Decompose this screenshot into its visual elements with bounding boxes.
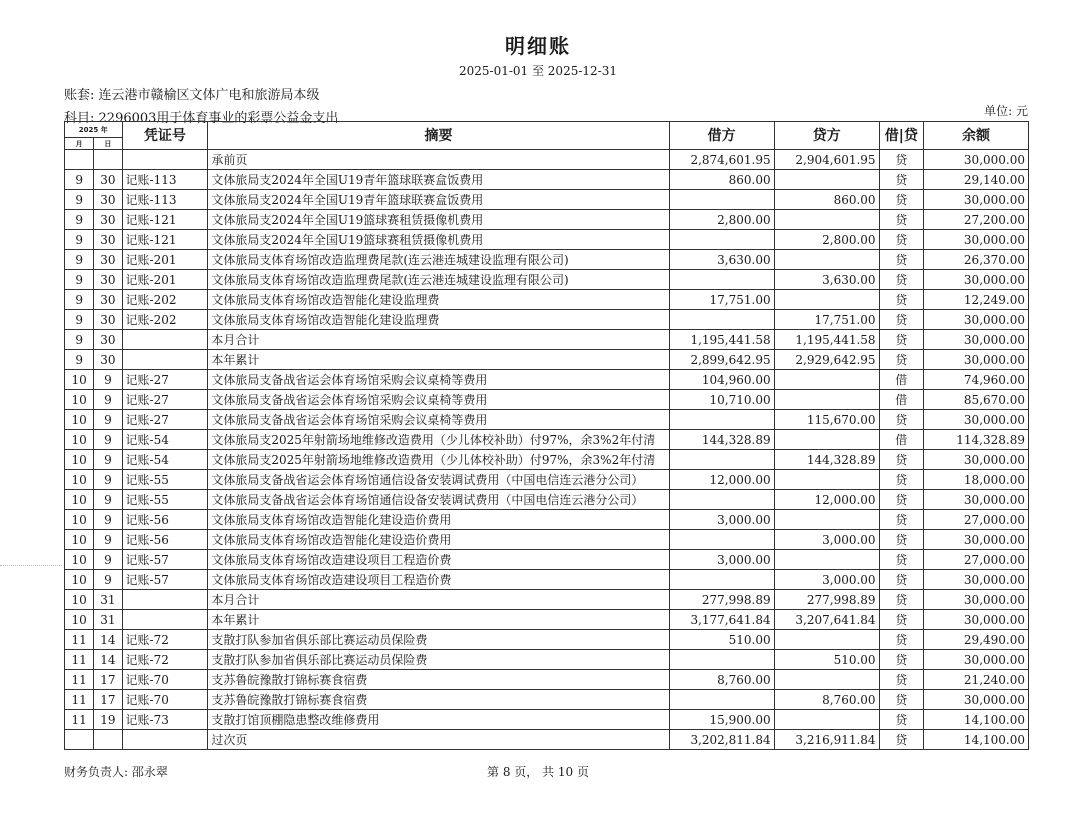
period-range: 2025-01-01 至 2025-12-31 bbox=[458, 64, 617, 78]
year-header: 2025 年 bbox=[65, 122, 123, 138]
cell-day: 9 bbox=[94, 390, 122, 410]
subject-value: 2296003用于体育事业的彩票公益金支出 bbox=[98, 111, 339, 126]
cell-direction: 贷 bbox=[879, 270, 923, 290]
cell-credit: 2,800.00 bbox=[774, 230, 879, 250]
cell-day: 9 bbox=[94, 550, 122, 570]
cell-direction: 贷 bbox=[879, 650, 923, 670]
cell-debit: 144,328.89 bbox=[669, 430, 774, 450]
table-row bbox=[65, 190, 1029, 210]
cell-direction: 贷 bbox=[879, 230, 923, 250]
cell-balance: 30,000.00 bbox=[923, 570, 1028, 590]
cell-day: 30 bbox=[94, 250, 122, 270]
balance-header: 余额 bbox=[923, 122, 1028, 150]
cell-credit bbox=[774, 290, 879, 310]
cell-debit bbox=[669, 490, 774, 510]
cell-debit bbox=[669, 450, 774, 470]
cell-month: 10 bbox=[65, 370, 94, 390]
cell-summary: 文体旅局支体育场馆改造监理费尾款(连云港连城建设监理有限公司) bbox=[208, 270, 669, 290]
cell-credit bbox=[774, 710, 879, 730]
cell-day: 17 bbox=[94, 670, 122, 690]
cell-day: 9 bbox=[94, 450, 122, 470]
cell-credit bbox=[774, 510, 879, 530]
cell-direction: 贷 bbox=[879, 170, 923, 190]
cell-month: 9 bbox=[65, 210, 94, 230]
cell-credit: 1,195,441.58 bbox=[774, 330, 879, 350]
cell-direction: 贷 bbox=[879, 250, 923, 270]
cell-balance: 114,328.89 bbox=[923, 430, 1028, 450]
cell-balance: 85,670.00 bbox=[923, 390, 1028, 410]
cell-debit: 15,900.00 bbox=[669, 710, 774, 730]
cell-balance: 21,240.00 bbox=[923, 670, 1028, 690]
cell-voucher: 记账-113 bbox=[122, 170, 208, 190]
table-row bbox=[65, 670, 1029, 690]
table-row bbox=[65, 270, 1029, 290]
cell-balance: 30,000.00 bbox=[923, 270, 1028, 290]
cell-debit: 104,960.00 bbox=[669, 370, 774, 390]
cell-day: 19 bbox=[94, 710, 122, 730]
cell-voucher: 记账-72 bbox=[122, 630, 208, 650]
cell-direction: 贷 bbox=[879, 310, 923, 330]
cell-voucher: 记账-202 bbox=[122, 310, 208, 330]
cell-month: 9 bbox=[65, 270, 94, 290]
cell-direction: 贷 bbox=[879, 470, 923, 490]
cell-credit: 8,760.00 bbox=[774, 690, 879, 710]
cell-month: 11 bbox=[65, 670, 94, 690]
cell-day bbox=[94, 150, 122, 170]
cell-credit bbox=[774, 470, 879, 490]
cell-voucher: 记账-56 bbox=[122, 530, 208, 550]
cell-credit bbox=[774, 630, 879, 650]
cell-balance: 18,000.00 bbox=[923, 470, 1028, 490]
table-row bbox=[65, 290, 1029, 310]
table-row bbox=[65, 230, 1029, 250]
cell-credit: 144,328.89 bbox=[774, 450, 879, 470]
cell-month: 10 bbox=[65, 450, 94, 470]
cell-voucher: 记账-57 bbox=[122, 550, 208, 570]
cell-summary: 文体旅局支备战省运会体育场馆通信设备安装调试费用（中国电信连云港分公司） bbox=[208, 490, 669, 510]
cell-credit bbox=[774, 670, 879, 690]
cell-credit bbox=[774, 430, 879, 450]
cell-balance: 30,000.00 bbox=[923, 690, 1028, 710]
cell-credit: 115,670.00 bbox=[774, 410, 879, 430]
cell-debit bbox=[669, 570, 774, 590]
subject-label: 科目: bbox=[64, 111, 95, 126]
cell-summary: 文体旅局支备战省运会体育场馆采购会议桌椅等费用 bbox=[208, 410, 669, 430]
page-title: 明细账 bbox=[505, 34, 571, 58]
cell-direction: 贷 bbox=[879, 590, 923, 610]
cell-debit: 1,195,441.58 bbox=[669, 330, 774, 350]
cell-credit: 12,000.00 bbox=[774, 490, 879, 510]
cell-direction: 借 bbox=[879, 370, 923, 390]
cell-debit bbox=[669, 270, 774, 290]
table-row bbox=[65, 650, 1029, 670]
cell-summary: 文体旅局支体育场馆改造智能化建设造价费用 bbox=[208, 530, 669, 550]
cell-summary: 文体旅局支2024年全国U19青年篮球联赛盒饭费用 bbox=[208, 190, 669, 210]
cell-month: 9 bbox=[65, 170, 94, 190]
cell-direction: 贷 bbox=[879, 190, 923, 210]
cell-credit: 510.00 bbox=[774, 650, 879, 670]
cell-direction: 贷 bbox=[879, 210, 923, 230]
cell-debit bbox=[669, 650, 774, 670]
cell-summary: 文体旅局支体育场馆改造智能化建设监理费 bbox=[208, 290, 669, 310]
cell-voucher: 记账-56 bbox=[122, 510, 208, 530]
cell-balance: 30,000.00 bbox=[923, 650, 1028, 670]
cell-direction: 贷 bbox=[879, 570, 923, 590]
cell-balance: 30,000.00 bbox=[923, 230, 1028, 250]
cell-voucher: 记账-201 bbox=[122, 250, 208, 270]
cell-month: 9 bbox=[65, 230, 94, 250]
cell-summary: 文体旅局支体育场馆改造建设项目工程造价费 bbox=[208, 550, 669, 570]
cell-day: 17 bbox=[94, 690, 122, 710]
cell-direction: 贷 bbox=[879, 510, 923, 530]
cell-direction: 贷 bbox=[879, 350, 923, 370]
table-row bbox=[65, 490, 1029, 510]
cell-voucher: 记账-201 bbox=[122, 270, 208, 290]
cell-direction: 贷 bbox=[879, 290, 923, 310]
cell-direction: 贷 bbox=[879, 530, 923, 550]
cell-balance: 30,000.00 bbox=[923, 450, 1028, 470]
cell-balance: 26,370.00 bbox=[923, 250, 1028, 270]
cell-day: 9 bbox=[94, 510, 122, 530]
cell-month: 11 bbox=[65, 710, 94, 730]
cell-month: 10 bbox=[65, 430, 94, 450]
cell-summary: 文体旅局支体育场馆改造智能化建设监理费 bbox=[208, 310, 669, 330]
table-row bbox=[65, 170, 1029, 190]
cell-summary: 支散打队参加省俱乐部比赛运动员保险费 bbox=[208, 650, 669, 670]
cell-debit bbox=[669, 230, 774, 250]
account-label: 账套: bbox=[64, 88, 95, 103]
cell-voucher: 记账-54 bbox=[122, 450, 208, 470]
credit-header: 贷方 bbox=[774, 122, 879, 150]
ledger-table bbox=[64, 121, 1029, 750]
cell-summary: 文体旅局支2025年射箭场地维修改造费用（少儿体校补助）付97%，余3%2年付清 bbox=[208, 430, 669, 450]
cell-debit: 3,202,811.84 bbox=[669, 730, 774, 750]
cell-summary: 文体旅局支体育场馆改造建设项目工程造价费 bbox=[208, 570, 669, 590]
cell-credit: 3,630.00 bbox=[774, 270, 879, 290]
cell-voucher: 记账-27 bbox=[122, 370, 208, 390]
cell-summary: 承前页 bbox=[208, 150, 669, 170]
cell-debit bbox=[669, 690, 774, 710]
manager-name: 邵永翠 bbox=[131, 765, 168, 779]
cell-balance: 30,000.00 bbox=[923, 330, 1028, 350]
cell-balance: 30,000.00 bbox=[923, 490, 1028, 510]
cell-balance: 30,000.00 bbox=[923, 530, 1028, 550]
cell-summary: 支散打队参加省俱乐部比赛运动员保险费 bbox=[208, 630, 669, 650]
table-row bbox=[65, 550, 1029, 570]
cell-day: 31 bbox=[94, 590, 122, 610]
cell-day: 14 bbox=[94, 630, 122, 650]
table-row bbox=[65, 690, 1029, 710]
cell-balance: 30,000.00 bbox=[923, 350, 1028, 370]
cell-balance: 30,000.00 bbox=[923, 610, 1028, 630]
cell-debit bbox=[669, 310, 774, 330]
table-row bbox=[65, 570, 1029, 590]
cell-balance: 14,100.00 bbox=[923, 710, 1028, 730]
cell-debit: 8,760.00 bbox=[669, 670, 774, 690]
cell-month: 9 bbox=[65, 330, 94, 350]
cell-day: 9 bbox=[94, 570, 122, 590]
cell-month: 11 bbox=[65, 650, 94, 670]
cell-month bbox=[65, 730, 94, 750]
cell-month: 10 bbox=[65, 410, 94, 430]
cell-debit bbox=[669, 410, 774, 430]
cell-voucher: 记账-70 bbox=[122, 690, 208, 710]
cell-debit bbox=[669, 190, 774, 210]
cell-day: 9 bbox=[94, 430, 122, 450]
cell-month: 10 bbox=[65, 570, 94, 590]
cell-direction: 借 bbox=[879, 390, 923, 410]
cell-voucher bbox=[122, 150, 208, 170]
cell-day: 14 bbox=[94, 650, 122, 670]
table-row bbox=[65, 330, 1029, 350]
cell-summary: 文体旅局支体育场馆改造监理费尾款(连云港连城建设监理有限公司) bbox=[208, 250, 669, 270]
cell-debit: 277,998.89 bbox=[669, 590, 774, 610]
voucher-header: 凭证号 bbox=[122, 122, 208, 150]
cell-debit: 2,899,642.95 bbox=[669, 350, 774, 370]
table-row bbox=[65, 310, 1029, 330]
cell-balance: 27,200.00 bbox=[923, 210, 1028, 230]
cell-summary: 文体旅局支备战省运会体育场馆采购会议桌椅等费用 bbox=[208, 370, 669, 390]
cell-balance: 30,000.00 bbox=[923, 410, 1028, 430]
table-row bbox=[65, 350, 1029, 370]
table-row bbox=[65, 610, 1029, 630]
cell-credit bbox=[774, 250, 879, 270]
cell-debit bbox=[669, 530, 774, 550]
cell-debit: 3,630.00 bbox=[669, 250, 774, 270]
scan-artifact bbox=[0, 565, 62, 566]
cell-voucher bbox=[122, 590, 208, 610]
cell-day: 9 bbox=[94, 410, 122, 430]
cell-direction: 贷 bbox=[879, 450, 923, 470]
cell-month: 10 bbox=[65, 610, 94, 630]
account-value: 连云港市赣榆区文体广电和旅游局本级 bbox=[98, 88, 320, 103]
cell-voucher bbox=[122, 610, 208, 630]
cell-voucher: 记账-121 bbox=[122, 230, 208, 250]
cell-month: 11 bbox=[65, 630, 94, 650]
table-row bbox=[65, 430, 1029, 450]
cell-direction: 贷 bbox=[879, 490, 923, 510]
cell-summary: 文体旅局支体育场馆改造智能化建设造价费用 bbox=[208, 510, 669, 530]
cell-credit bbox=[774, 550, 879, 570]
cell-balance: 30,000.00 bbox=[923, 310, 1028, 330]
cell-month: 10 bbox=[65, 470, 94, 490]
cell-voucher bbox=[122, 730, 208, 750]
cell-day: 30 bbox=[94, 310, 122, 330]
cell-day: 30 bbox=[94, 170, 122, 190]
cell-direction: 贷 bbox=[879, 610, 923, 630]
cell-summary: 本月合计 bbox=[208, 330, 669, 350]
cell-day: 9 bbox=[94, 530, 122, 550]
table-row bbox=[65, 410, 1029, 430]
cell-month: 9 bbox=[65, 250, 94, 270]
cell-credit: 860.00 bbox=[774, 190, 879, 210]
cell-credit: 2,904,601.95 bbox=[774, 150, 879, 170]
cell-credit: 3,216,911.84 bbox=[774, 730, 879, 750]
cell-month bbox=[65, 150, 94, 170]
table-row bbox=[65, 150, 1029, 170]
cell-day: 30 bbox=[94, 350, 122, 370]
cell-balance: 14,100.00 bbox=[923, 730, 1028, 750]
table-row bbox=[65, 590, 1029, 610]
cell-direction: 贷 bbox=[879, 410, 923, 430]
cell-month: 9 bbox=[65, 350, 94, 370]
cell-balance: 30,000.00 bbox=[923, 190, 1028, 210]
cell-balance: 29,490.00 bbox=[923, 630, 1028, 650]
cell-day: 31 bbox=[94, 610, 122, 630]
cell-credit bbox=[774, 370, 879, 390]
cell-month: 10 bbox=[65, 490, 94, 510]
cell-debit: 12,000.00 bbox=[669, 470, 774, 490]
cell-direction: 贷 bbox=[879, 550, 923, 570]
table-row bbox=[65, 390, 1029, 410]
cell-voucher: 记账-202 bbox=[122, 290, 208, 310]
cell-debit: 10,710.00 bbox=[669, 390, 774, 410]
cell-day: 9 bbox=[94, 490, 122, 510]
cell-debit: 3,000.00 bbox=[669, 510, 774, 530]
cell-voucher: 记账-54 bbox=[122, 430, 208, 450]
cell-credit: 277,998.89 bbox=[774, 590, 879, 610]
cell-direction: 贷 bbox=[879, 670, 923, 690]
cell-day: 9 bbox=[94, 370, 122, 390]
cell-direction: 贷 bbox=[879, 330, 923, 350]
debit-header: 借方 bbox=[669, 122, 774, 150]
cell-credit bbox=[774, 170, 879, 190]
manager-label: 财务负责人: bbox=[64, 765, 129, 779]
account-line bbox=[64, 84, 320, 103]
cell-month: 10 bbox=[65, 590, 94, 610]
table-row bbox=[65, 730, 1029, 750]
cell-balance: 29,140.00 bbox=[923, 170, 1028, 190]
cell-month: 11 bbox=[65, 690, 94, 710]
month-header: 月 bbox=[65, 138, 94, 150]
cell-balance: 12,249.00 bbox=[923, 290, 1028, 310]
cell-voucher: 记账-55 bbox=[122, 470, 208, 490]
cell-day bbox=[94, 730, 122, 750]
table-row bbox=[65, 250, 1029, 270]
cell-voucher: 记账-113 bbox=[122, 190, 208, 210]
cell-summary: 文体旅局支2024年全国U19篮球赛租赁摄像机费用 bbox=[208, 210, 669, 230]
cell-voucher: 记账-27 bbox=[122, 410, 208, 430]
cell-summary: 支散打馆顶棚隐患整改维修费用 bbox=[208, 710, 669, 730]
cell-voucher: 记账-73 bbox=[122, 710, 208, 730]
cell-month: 9 bbox=[65, 190, 94, 210]
cell-voucher: 记账-27 bbox=[122, 390, 208, 410]
table-row bbox=[65, 210, 1029, 230]
cell-debit: 17,751.00 bbox=[669, 290, 774, 310]
cell-day: 30 bbox=[94, 270, 122, 290]
cell-voucher: 记账-57 bbox=[122, 570, 208, 590]
cell-month: 9 bbox=[65, 290, 94, 310]
cell-debit: 3,000.00 bbox=[669, 550, 774, 570]
ledger-body bbox=[65, 150, 1029, 750]
cell-balance: 74,960.00 bbox=[923, 370, 1028, 390]
cell-summary: 文体旅局支备战省运会体育场馆采购会议桌椅等费用 bbox=[208, 390, 669, 410]
table-row bbox=[65, 450, 1029, 470]
cell-credit: 17,751.00 bbox=[774, 310, 879, 330]
cell-voucher: 记账-55 bbox=[122, 490, 208, 510]
cell-summary: 文体旅局支备战省运会体育场馆通信设备安装调试费用（中国电信连云港分公司） bbox=[208, 470, 669, 490]
cell-direction: 贷 bbox=[879, 690, 923, 710]
cell-summary: 文体旅局支2025年射箭场地维修改造费用（少儿体校补助）付97%，余3%2年付清 bbox=[208, 450, 669, 470]
cell-credit bbox=[774, 210, 879, 230]
summary-header: 摘要 bbox=[208, 122, 669, 150]
cell-direction: 贷 bbox=[879, 150, 923, 170]
cell-summary: 支苏鲁皖豫散打锦标赛食宿费 bbox=[208, 690, 669, 710]
page-info: 第 8 页， 共 10 页 bbox=[487, 765, 589, 779]
cell-day: 30 bbox=[94, 210, 122, 230]
cell-debit: 860.00 bbox=[669, 170, 774, 190]
cell-day: 30 bbox=[94, 230, 122, 250]
cell-credit bbox=[774, 390, 879, 410]
table-row bbox=[65, 630, 1029, 650]
cell-summary: 本月合计 bbox=[208, 590, 669, 610]
cell-direction: 贷 bbox=[879, 730, 923, 750]
cell-voucher: 记账-72 bbox=[122, 650, 208, 670]
cell-summary: 文体旅局支2024年全国U19篮球赛租赁摄像机费用 bbox=[208, 230, 669, 250]
cell-month: 10 bbox=[65, 510, 94, 530]
cell-credit: 2,929,642.95 bbox=[774, 350, 879, 370]
cell-day: 30 bbox=[94, 290, 122, 310]
cell-debit: 2,874,601.95 bbox=[669, 150, 774, 170]
cell-summary: 文体旅局支2024年全国U19青年篮球联赛盒饭费用 bbox=[208, 170, 669, 190]
cell-summary: 支苏鲁皖豫散打锦标赛食宿费 bbox=[208, 670, 669, 690]
cell-month: 10 bbox=[65, 550, 94, 570]
cell-debit: 510.00 bbox=[669, 630, 774, 650]
cell-direction: 借 bbox=[879, 430, 923, 450]
cell-balance: 27,000.00 bbox=[923, 510, 1028, 530]
table-row bbox=[65, 370, 1029, 390]
cell-credit: 3,000.00 bbox=[774, 570, 879, 590]
cell-credit: 3,207,641.84 bbox=[774, 610, 879, 630]
cell-balance: 30,000.00 bbox=[923, 150, 1028, 170]
table-row bbox=[65, 470, 1029, 490]
cell-balance: 30,000.00 bbox=[923, 590, 1028, 610]
cell-day: 9 bbox=[94, 470, 122, 490]
day-header: 日 bbox=[94, 138, 122, 150]
cell-summary: 本年累计 bbox=[208, 350, 669, 370]
cell-debit: 2,800.00 bbox=[669, 210, 774, 230]
table-row bbox=[65, 710, 1029, 730]
cell-voucher: 记账-70 bbox=[122, 670, 208, 690]
cell-debit: 3,177,641.84 bbox=[669, 610, 774, 630]
cell-voucher bbox=[122, 330, 208, 350]
table-row bbox=[65, 510, 1029, 530]
cell-month: 10 bbox=[65, 530, 94, 550]
cell-direction: 贷 bbox=[879, 630, 923, 650]
cell-voucher: 记账-121 bbox=[122, 210, 208, 230]
cell-month: 10 bbox=[65, 390, 94, 410]
cell-month: 9 bbox=[65, 310, 94, 330]
table-row bbox=[65, 530, 1029, 550]
direction-header: 借|贷 bbox=[879, 122, 923, 150]
cell-summary: 过次页 bbox=[208, 730, 669, 750]
cell-summary: 本年累计 bbox=[208, 610, 669, 630]
cell-voucher bbox=[122, 350, 208, 370]
cell-credit: 3,000.00 bbox=[774, 530, 879, 550]
unit-label: 单位: 元 bbox=[984, 104, 1028, 118]
cell-balance: 27,000.00 bbox=[923, 550, 1028, 570]
cell-direction: 贷 bbox=[879, 710, 923, 730]
cell-day: 30 bbox=[94, 190, 122, 210]
cell-day: 30 bbox=[94, 330, 122, 350]
